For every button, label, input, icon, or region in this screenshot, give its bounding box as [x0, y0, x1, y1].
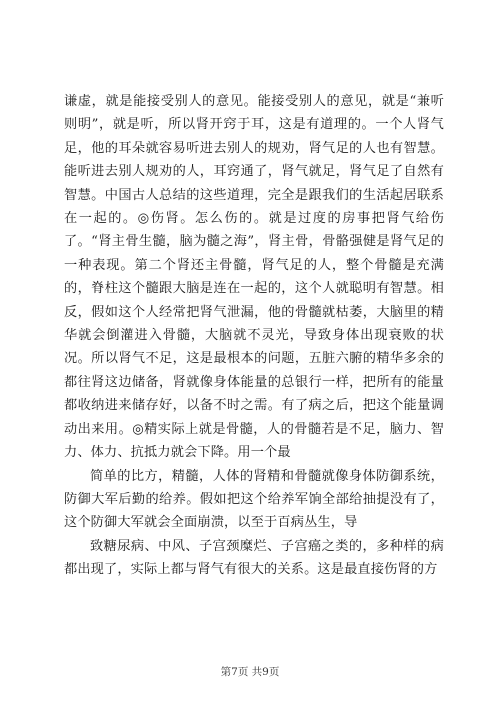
paragraph-1: 谦虚，就是能接受别人的意见。能接受别人的意见，就是“兼听则明”，就是听，所以肾开窍于耳，这是有道理的。一个人肾气足，他的耳朵就容易听进去别人的规劝，肾气足的人也有智慧。能听进去别人规劝的人，耳窍通了，肾气就足，肾气足了自然有智慧。中国古人总结的这些道理，完全是跟我们的生活起居联系在一起的。◎伤肾。怎么伤的。就是过度的房事把肾气给伤了。“肾主骨生髓，脑为髓之海”，肾主骨，骨骼强健是肾气足的一种表现。第二个肾还主骨髓，肾气足的人，整个骨髓是充满的，脊柱这个髓跟大脑是连在一起的，这个人就聪明有智慧。相反，假如这个人经常把肾气泄漏，他的骨髓就枯萎，大脑里的精华就会倒灌进入骨髓，大脑就不灵光，导致身体出现衰败的状况。所以肾气不足，这是最根本的问题，五脏六腑的精华多余的都往肾这边储备，肾就像身体能量的总银行一样，把所有的能量都收纳进来储存好，以备不时之需。有了病之后，把这个能量调动出来用。◎精实际上就是骨髓，人的骨髓若是不足，脑力、智力、体力、抗抵力就会下降。用一个最	[64, 94, 444, 461]
page-footer: 第7页 共9页	[220, 666, 280, 678]
paragraph-3: 致糖尿病、中风、子宫颈糜烂、子宫癌之类的，多种样的病都出现了，实际上都与肾气有很大的关系。这是最直接伤肾的方	[64, 538, 444, 578]
paragraph-2: 简单的比方，精髓，人体的肾精和骨髓就像身体防御系统，防御大军后勤的给养。假如把这个给养军饷全部给抽提没有了，这个防御大军就会全面崩溃，以至于百病丛生，导	[64, 468, 444, 531]
document-body	[64, 90, 444, 582]
